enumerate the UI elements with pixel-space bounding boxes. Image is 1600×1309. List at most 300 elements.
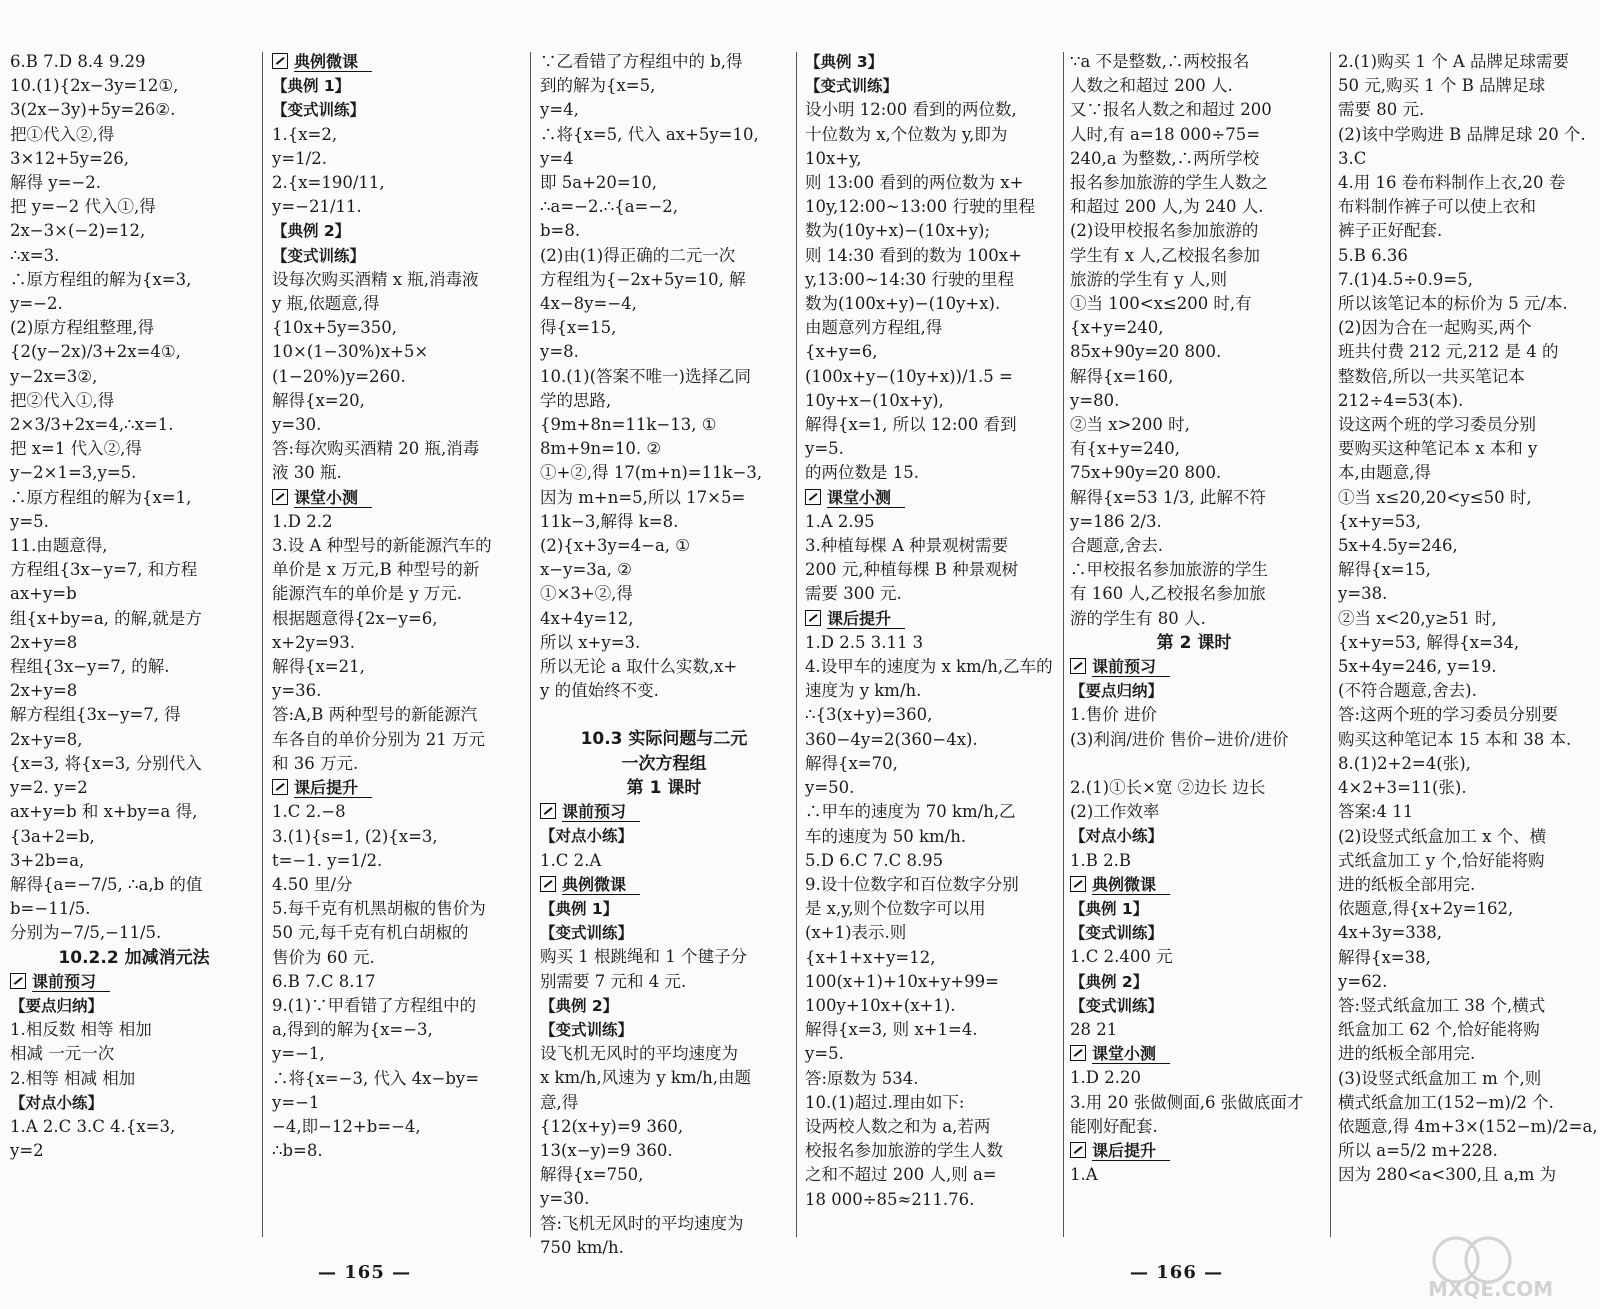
answer-line: 9.(1)∵甲看错了方程组中的 bbox=[272, 995, 477, 1015]
answer-line: ∴x=3. bbox=[10, 245, 60, 265]
answer-line: 5.D 6.C 7.C 8.95 bbox=[805, 850, 944, 870]
answer-line: 所以该笔记本的标价为 5 元/本. bbox=[1338, 294, 1568, 314]
answer-line: 10×(1−30%)x+5× bbox=[272, 342, 429, 362]
section-heading bbox=[1070, 1042, 1318, 1066]
answer-line: y=50. bbox=[805, 778, 855, 798]
answer-line: 之和不超过 200 人,则 a= bbox=[805, 1165, 997, 1185]
answer-line: y=−2. bbox=[10, 294, 63, 314]
answer-line: (不符合题意,舍去). bbox=[1338, 681, 1477, 701]
answer-line: ①+②,得 17(m+n)=11k−3, bbox=[540, 463, 763, 483]
answer-line: 要购买这种笔记本 x 本和 y bbox=[1338, 439, 1538, 459]
answer-line: y=38. bbox=[1338, 584, 1388, 604]
answer-line: 18 000÷85≈211.76. bbox=[805, 1189, 975, 1209]
answer-line: 10y,12:00~13:00 行驶的里程 bbox=[805, 197, 1036, 217]
answer-line: y=4 bbox=[540, 148, 574, 168]
answer-line: 把 y=−2 代入①,得 bbox=[10, 197, 156, 217]
answer-line: 校报名参加旅游的学生人数 bbox=[805, 1141, 1003, 1161]
column-divider bbox=[530, 52, 531, 1237]
answer-line: 方程组{3x−y=7, 和方程 bbox=[10, 560, 198, 580]
answer-line: y=80. bbox=[1070, 390, 1120, 410]
bracket-tag: 【变式训练】 bbox=[1070, 996, 1164, 1015]
answer-line: b=−11/5. bbox=[10, 899, 91, 919]
answer-line: ax+y=b 和 x+by=a 得, bbox=[10, 802, 198, 822]
answer-line: ∴a=−2.∴{a=−2, bbox=[540, 197, 678, 217]
bracket-tag: 【典例 3】 bbox=[805, 53, 884, 71]
answer-line: y−2×1=3,y=5. bbox=[10, 463, 137, 483]
answer-line: 10.(1)(答案不唯一)选择乙同 bbox=[540, 366, 751, 386]
answer-line: {9m+8n=11k−13, ① bbox=[540, 415, 717, 435]
answer-line: 到的解为{x=5, bbox=[540, 76, 656, 96]
answer-line: 整数倍,所以一共买笔记本 bbox=[1338, 366, 1525, 386]
answer-line: 240,a 为整数,∴两所学校 bbox=[1070, 148, 1260, 168]
bracket-tag: 【对点小练】 bbox=[10, 1093, 104, 1112]
answer-line: 5.每千克有机黑胡椒的售价为 bbox=[272, 899, 486, 919]
answer-line: 旅游的学生有 y 人,则 bbox=[1070, 269, 1228, 289]
answer-line: 360−4y=2(360−4x). bbox=[805, 729, 978, 749]
answer-line: {x=3, 将{x=3, 分别代入 bbox=[10, 753, 202, 773]
answer-line: 得{x=15, bbox=[540, 318, 617, 338]
answer-line: 7.(1)4.5÷0.9=5, bbox=[1338, 269, 1473, 289]
answer-line: 设每次购买酒精 x 瓶,消毒液 bbox=[272, 269, 479, 289]
answer-line: 1.D 2.20 bbox=[1070, 1068, 1141, 1088]
answer-line: 9.设十位数字和百位数字分别 bbox=[805, 874, 1019, 894]
answer-line: y=4, bbox=[540, 100, 579, 120]
answer-line: 所以 a=5/2 m+228. bbox=[1338, 1141, 1498, 1161]
section-heading bbox=[1070, 1139, 1318, 1163]
answer-line: 布料制作裤子可以使上衣和 bbox=[1338, 197, 1536, 217]
lesson-title: 10.3 实际问题与二元 bbox=[580, 729, 748, 750]
section-heading-text: 课堂小测 bbox=[294, 488, 372, 508]
bracket-tag: 【变式训练】 bbox=[272, 101, 366, 120]
answer-line: 50 元,购买 1 个 B 品牌足球 bbox=[1338, 76, 1546, 96]
answer-line: 把②代入①,得 bbox=[10, 390, 115, 410]
answer-line: 设两校人数之和为 a,若两 bbox=[805, 1116, 991, 1136]
answer-line: 1.{x=2, bbox=[272, 124, 338, 144]
column-divider bbox=[262, 52, 263, 1237]
section-marker-icon bbox=[805, 610, 821, 626]
answer-line: 2.(1)购买 1 个 A 品牌足球需要 bbox=[1338, 52, 1570, 71]
answer-line: 5.B 6.36 bbox=[1338, 245, 1408, 265]
answer-line: 数为(100x+y)−(10y+x). bbox=[805, 294, 1001, 314]
answer-line: 解得{x=160, bbox=[1070, 366, 1174, 386]
answer-line: 纸盒加工 62 个,恰好能将购 bbox=[1338, 1020, 1540, 1040]
answer-line: 有 160 人,乙校报名参加旅 bbox=[1070, 584, 1266, 604]
answer-line: 组{x+by=a, 的解,就是方 bbox=[10, 608, 202, 628]
answer-line: (3)设竖式纸盒加工 m 个,则 bbox=[1338, 1068, 1542, 1088]
answer-line: 式纸盒加工 y 个,恰好能将购 bbox=[1338, 850, 1545, 870]
answer-line: 报名参加旅游的学生人数之 bbox=[1070, 173, 1268, 193]
answer-line: (x+1)表示.则 bbox=[805, 923, 907, 943]
answer-line: 液 30 瓶. bbox=[272, 463, 342, 483]
answer-line: 需要 80 元. bbox=[1338, 100, 1425, 120]
section-heading bbox=[1070, 655, 1318, 679]
answer-line: ①当 100<x≤200 时,有 bbox=[1070, 294, 1252, 314]
answer-line: 5x+4y=246, y=19. bbox=[1338, 657, 1497, 677]
section-marker-icon bbox=[540, 803, 556, 819]
answer-line: y=−21/11. bbox=[272, 197, 362, 217]
answer-line: 10.(1)超过.理由如下: bbox=[805, 1092, 965, 1112]
bracket-tag: 【典例 1】 bbox=[1070, 899, 1149, 918]
answer-line: (2)因为合在一起购买,两个 bbox=[1338, 318, 1532, 338]
page-number-left: — 165 — bbox=[318, 1262, 412, 1283]
answer-line: 解得{x=70, bbox=[805, 753, 898, 773]
answer-line: (100x+y−(10y+x))/1.5 = bbox=[805, 366, 1013, 386]
answer-line: 相减 一元一次 bbox=[10, 1044, 115, 1064]
answer-column-2 bbox=[272, 50, 522, 1240]
answer-line: 合题意,舍去. bbox=[1070, 536, 1163, 556]
answer-line: 13(x−y)=9 360. bbox=[540, 1140, 673, 1160]
answer-line: y−2x=3②, bbox=[10, 366, 98, 386]
answer-line: {x+y=53, 解得{x=34, bbox=[1338, 632, 1520, 652]
answer-line bbox=[540, 703, 788, 727]
answer-line: 的两位数是 15. bbox=[805, 463, 919, 483]
answer-line: 车的速度为 50 km/h. bbox=[805, 826, 967, 846]
answer-line: 10y+x−(10x+y), bbox=[805, 390, 944, 410]
bracket-tag: 【典例 1】 bbox=[540, 899, 619, 918]
section-marker-icon bbox=[805, 489, 821, 505]
section-heading-text: 课前预习 bbox=[32, 972, 110, 992]
answer-line: y=1/2. bbox=[272, 148, 327, 168]
bracket-tag: 【变式训练】 bbox=[805, 77, 899, 96]
answer-line: 有{x+y=240, bbox=[1070, 439, 1181, 459]
answer-line: ∵a 不是整数,∴两校报名 bbox=[1070, 52, 1250, 71]
answer-line: 3×12+5y=26, bbox=[10, 148, 130, 168]
answer-line: 游的学生有 80 人. bbox=[1070, 608, 1206, 628]
bracket-tag: 【对点小练】 bbox=[1070, 827, 1164, 846]
answer-line: 212÷4=53(本). bbox=[1338, 390, 1464, 410]
answer-line: (2){x+3y=4−a, ① bbox=[540, 536, 691, 556]
answer-line: 单价是 x 万元,B 种型号的新 bbox=[272, 560, 480, 580]
answer-line: 所以无论 a 取什么实数,x+ bbox=[540, 657, 738, 677]
answer-line: ②当 x>200 时, bbox=[1070, 415, 1190, 435]
answer-line: 85x+90y=20 800. bbox=[1070, 342, 1222, 362]
answer-line: 1.B 2.B bbox=[1070, 850, 1131, 870]
answer-line: ax+y=b bbox=[10, 584, 77, 604]
section-marker-icon bbox=[272, 489, 288, 505]
answer-line: (2)设甲校报名参加旅游的 bbox=[1070, 221, 1259, 241]
answer-line: (2)设竖式纸盒加工 x 个、横 bbox=[1338, 826, 1547, 846]
answer-line: 4x+3y=338, bbox=[1338, 923, 1443, 943]
answer-line: x+2y=93. bbox=[272, 632, 356, 652]
answer-line: 3.设 A 种型号的新能源汽车的 bbox=[272, 536, 492, 556]
answer-line: 方程组为{−2x+5y=10, 解 bbox=[540, 269, 746, 289]
section-marker-icon bbox=[1070, 1045, 1086, 1061]
answer-line: y=8. bbox=[540, 342, 579, 362]
answer-line: 28 21 bbox=[1070, 1019, 1118, 1039]
answer-line: 答:A,B 两种型号的新能源汽 bbox=[272, 705, 478, 725]
section-heading bbox=[805, 607, 1059, 631]
answer-line: 11k−3,解得 k=8. bbox=[540, 511, 679, 531]
section-marker-icon bbox=[1070, 658, 1086, 674]
answer-line: 4×2+3=11(张). bbox=[1338, 778, 1467, 798]
answer-line: ∴b=8. bbox=[272, 1141, 323, 1161]
answer-line: 解得{x=20, bbox=[272, 390, 365, 410]
answer-line: y=5. bbox=[805, 439, 844, 459]
answer-line: 4x+4y=12, bbox=[540, 608, 634, 628]
answer-line: t=−1. y=1/2. bbox=[272, 850, 383, 870]
answer-line: 1.A bbox=[1070, 1165, 1098, 1185]
answer-line: 1.A 2.C 3.C 4.{x=3, bbox=[10, 1116, 176, 1136]
answer-line: 8.(1)2+2=4(张), bbox=[1338, 753, 1471, 773]
answer-line: (2)该中学购进 B 品牌足球 20 个. bbox=[1338, 124, 1586, 144]
answer-line: 根据题意得{2x−y=6, bbox=[272, 608, 438, 628]
answer-line: 答案:4 11 bbox=[1338, 802, 1414, 822]
answer-line: 和超过 200 人,为 240 人. bbox=[1070, 197, 1264, 217]
answer-line: 6.B 7.D 8.4 9.29 bbox=[10, 52, 146, 71]
answer-line: 车各自的单价分别为 21 万元 bbox=[272, 729, 485, 749]
answer-line: ①×3+②,得 bbox=[540, 584, 633, 604]
answer-line: y=62. bbox=[1338, 971, 1388, 991]
answer-line: 则 14:30 看到的数为 100x+ bbox=[805, 245, 1022, 265]
answer-line: 解得{x=1, 所以 12:00 看到 bbox=[805, 415, 1017, 435]
answer-line: 进的纸板全部用完. bbox=[1338, 1044, 1476, 1064]
section-heading-text: 课堂小测 bbox=[1092, 1044, 1170, 1064]
answer-column-6 bbox=[1338, 50, 1596, 1240]
answer-line: y,13:00~14:30 行驶的里程 bbox=[805, 269, 1015, 289]
section-heading bbox=[272, 50, 522, 74]
answer-line: 依题意,得 4m+3×(152−m)/2=a, bbox=[1338, 1116, 1598, 1136]
answer-line: {x+y=240, bbox=[1070, 318, 1164, 338]
answer-column-1 bbox=[10, 50, 258, 1240]
watermark-logo bbox=[1416, 1232, 1596, 1302]
section-marker-icon bbox=[1070, 876, 1086, 892]
answer-line: ∴甲校报名参加旅游的学生 bbox=[1070, 560, 1268, 580]
answer-line: y=5. bbox=[10, 511, 49, 531]
bracket-tag: 【典例 2】 bbox=[272, 222, 351, 241]
answer-line: 是 x,y,则个位数字可以用 bbox=[805, 899, 986, 919]
answer-line: 200 元,种植每棵 B 种景观树 bbox=[805, 560, 1019, 580]
answer-line: 11.由题意得, bbox=[10, 536, 108, 556]
answer-line: 解得{x=3, 则 x+1=4. bbox=[805, 1020, 978, 1040]
answer-line: 本,由题意,得 bbox=[1338, 463, 1431, 483]
answer-line: 购买这种笔记本 15 本和 38 本. bbox=[1338, 729, 1572, 749]
answer-line: ∵乙看错了方程组中的 b,得 bbox=[540, 52, 743, 71]
answer-line: 裤子正好配套. bbox=[1338, 221, 1443, 241]
section-heading bbox=[540, 800, 788, 824]
answer-line: 能源汽车的单价是 y 万元. bbox=[272, 584, 463, 604]
section-heading-text: 课前预习 bbox=[1092, 657, 1170, 677]
answer-line: 和 36 万元. bbox=[272, 753, 359, 773]
lesson-title: 第 1 课时 bbox=[626, 777, 702, 798]
answer-line: y=−1 bbox=[272, 1092, 320, 1112]
answer-line: (2)由(1)得正确的二元一次 bbox=[540, 245, 736, 265]
answer-line: 1.相反数 相等 相加 bbox=[10, 1020, 152, 1040]
answer-line: 1.售价 进价 bbox=[1070, 705, 1157, 725]
answer-line: x km/h,风速为 y km/h,由题 bbox=[540, 1068, 752, 1088]
answer-line: 2.{x=190/11, bbox=[272, 173, 385, 193]
answer-line: 班共付费 212 元,212 是 4 的 bbox=[1338, 342, 1559, 362]
column-divider bbox=[796, 52, 797, 1237]
section-heading-text: 典例微课 bbox=[294, 52, 372, 72]
answer-line: {10x+5y=350, bbox=[272, 318, 398, 338]
answer-line: y=186 2/3. bbox=[1070, 511, 1162, 531]
answer-line: 解得{x=15, bbox=[1338, 560, 1431, 580]
answer-line: 学生有 x 人,乙校报名参加 bbox=[1070, 245, 1261, 265]
answer-line: {3a+2=b, bbox=[10, 826, 95, 846]
answer-line: 100y+10x+(x+1). bbox=[805, 995, 956, 1015]
answer-line: 答:竖式纸盒加工 38 个,横式 bbox=[1338, 995, 1546, 1015]
answer-line: 答:飞机无风时的平均速度为 bbox=[540, 1213, 744, 1233]
answer-line: 购买 1 根跳绳和 1 个毽子分 bbox=[540, 947, 747, 967]
section-marker-icon bbox=[272, 53, 288, 69]
answer-column-4 bbox=[805, 50, 1059, 1240]
answer-line: 把 x=1 代入②,得 bbox=[10, 439, 142, 459]
answer-line: y 的值始终不变. bbox=[540, 681, 659, 701]
answer-line: 3+2b=a, bbox=[10, 850, 85, 870]
answer-line: 十位数为 x,个位数为 y,即为 bbox=[805, 124, 1008, 144]
answer-line: 2.(1)①长×宽 ②边长 边长 bbox=[1070, 777, 1266, 797]
answer-line: 学的思路, bbox=[540, 390, 612, 410]
answer-line: 人时,有 a=18 000÷75= bbox=[1070, 124, 1261, 144]
answer-line: 意,得 bbox=[540, 1092, 579, 1112]
section-heading bbox=[540, 873, 788, 897]
answer-line: 4x−8y=−4, bbox=[540, 294, 637, 314]
answer-line bbox=[1070, 752, 1318, 776]
answer-line: 1.D 2.2 bbox=[272, 511, 333, 531]
answer-line: 2x+y=8 bbox=[10, 632, 78, 652]
bracket-tag: 【变式训练】 bbox=[540, 1020, 634, 1039]
answer-line: 2x+y=8 bbox=[10, 681, 78, 701]
answer-line: 10.(1){2x−3y=12①, bbox=[10, 76, 179, 96]
answer-line: x−y=3a, ② bbox=[540, 560, 632, 580]
bracket-tag: 【变式训练】 bbox=[1070, 924, 1164, 943]
answer-line: {x+y=53, bbox=[1338, 511, 1422, 531]
answer-column-5 bbox=[1070, 50, 1318, 1240]
answer-line: 解得 y=−2. bbox=[10, 173, 101, 193]
watermark-text: MXQE.COM bbox=[1428, 1277, 1554, 1301]
answer-line: a,得到的解为{x=−3, bbox=[272, 1020, 433, 1040]
answer-line: 由题意列方程组,得 bbox=[805, 318, 943, 338]
answer-line: 把①代入②,得 bbox=[10, 124, 115, 144]
answer-line: ∴原方程组的解为{x=3, bbox=[10, 269, 192, 289]
answer-line: 3.C bbox=[1338, 148, 1367, 168]
answer-line: 人数之和超过 200 人. bbox=[1070, 76, 1233, 96]
answer-line: 进的纸板全部用完. bbox=[1338, 874, 1476, 894]
answer-line: 解方程组{3x−y=7, 得 bbox=[10, 705, 181, 725]
answer-line: 3.(1){s=1, (2){x=3, bbox=[272, 826, 438, 846]
answer-line: ∴{3(x+y)=360, bbox=[805, 705, 933, 725]
answer-line: 售价为 60 元. bbox=[272, 947, 375, 967]
answer-line: y=30. bbox=[272, 415, 322, 435]
answer-line: 75x+90y=20 800. bbox=[1070, 463, 1222, 483]
section-marker-icon bbox=[540, 876, 556, 892]
bracket-tag: 【对点小练】 bbox=[540, 827, 634, 846]
answer-line: 4.用 16 卷布料制作上衣,20 卷 bbox=[1338, 173, 1566, 193]
answer-line: −4,即−12+b=−4, bbox=[272, 1116, 421, 1136]
section-marker-icon bbox=[272, 779, 288, 795]
answer-line: 解得{x=750, bbox=[540, 1165, 644, 1185]
answer-line: 1.C 2.A bbox=[540, 850, 602, 870]
answer-line: (1−20%)y=260. bbox=[272, 366, 406, 386]
answer-line: 答:每次购买酒精 20 瓶,消毒 bbox=[272, 439, 480, 459]
answer-line: 750 km/h. bbox=[540, 1237, 624, 1257]
answer-line: 50 元,每千克有机白胡椒的 bbox=[272, 923, 469, 943]
answer-line: 依题意,得{x+2y=162, bbox=[1338, 899, 1514, 919]
answer-line: 设这两个班的学习委员分别 bbox=[1338, 415, 1536, 435]
answer-line: 横式纸盒加工(152−m)/2 个. bbox=[1338, 1092, 1554, 1112]
answer-line: 答:这两个班的学习委员分别要 bbox=[1338, 705, 1559, 725]
answer-line: y=2. y=2 bbox=[10, 778, 88, 798]
answer-line: 分别为−7/5,−11/5. bbox=[10, 923, 162, 943]
answer-line: y=5. bbox=[805, 1044, 844, 1064]
answer-line: y=−1, bbox=[272, 1044, 325, 1064]
answer-line: (2)工作效率 bbox=[1070, 802, 1160, 822]
section-heading-text: 课堂小测 bbox=[827, 488, 905, 508]
bracket-tag: 【变式训练】 bbox=[272, 246, 366, 265]
answer-line: {x+y=6, bbox=[805, 342, 878, 362]
answer-line: y 瓶,依题意,得 bbox=[272, 294, 380, 314]
answer-line: {x+1+x+y=12, bbox=[805, 947, 936, 967]
answer-line: 1.C 2.400 元 bbox=[1070, 947, 1173, 967]
answer-line: 因为 280<a<300,且 a,m 为 bbox=[1338, 1165, 1557, 1185]
answer-line: 速度为 y km/h. bbox=[805, 681, 922, 701]
answer-line: 解得{a=−7/5, ∴a,b 的值 bbox=[10, 874, 203, 894]
column-divider bbox=[1063, 52, 1064, 1237]
page-number-right: — 166 — bbox=[1130, 1262, 1224, 1283]
answer-line: b=8. bbox=[540, 221, 581, 241]
answer-line: y=36. bbox=[272, 681, 322, 701]
section-heading-text: 典例微课 bbox=[1092, 875, 1170, 895]
answer-line: 2x−3×(−2)=12, bbox=[10, 221, 146, 241]
answer-line: 4.设甲车的速度为 x km/h,乙车的 bbox=[805, 657, 1053, 677]
section-heading-text: 课后提升 bbox=[1092, 1141, 1170, 1161]
answer-line: 解得{x=38, bbox=[1338, 947, 1431, 967]
section-heading-text: 典例微课 bbox=[562, 875, 640, 895]
answer-line: 1.D 2.5 3.11 3 bbox=[805, 632, 924, 652]
answer-line: 3(2x−3y)+5y=26②. bbox=[10, 100, 176, 120]
answer-line: 设小明 12:00 看到的两位数, bbox=[805, 100, 1017, 120]
answer-line: 3.用 20 张做侧面,6 张做底面才 bbox=[1070, 1092, 1304, 1112]
lesson-title: 第 2 课时 bbox=[1156, 632, 1232, 653]
answer-line: ∴原方程组的解为{x=1, bbox=[10, 487, 192, 507]
answer-line: 5x+4.5y=246, bbox=[1338, 536, 1458, 556]
answer-line: 1.A 2.95 bbox=[805, 511, 875, 531]
bracket-tag: 【变式训练】 bbox=[540, 924, 634, 943]
answer-line: 需要 300 元. bbox=[805, 584, 902, 604]
section-marker-icon bbox=[1070, 1142, 1086, 1158]
bracket-tag: 【要点归纳】 bbox=[1070, 682, 1164, 701]
answer-line: 2x+y=8, bbox=[10, 729, 83, 749]
column-divider bbox=[1330, 52, 1331, 1237]
answer-line: 3.种植每棵 A 种景观树需要 bbox=[805, 536, 1009, 556]
section-heading bbox=[1070, 873, 1318, 897]
answer-line: y=30. bbox=[540, 1189, 590, 1209]
answer-line: 4.50 里/分 bbox=[272, 874, 353, 894]
answer-line: 程组{3x−y=7, 的解. bbox=[10, 657, 170, 677]
answer-line: 又∵报名人数之和超过 200 bbox=[1070, 100, 1272, 120]
answer-line: 2.相等 相减 相加 bbox=[10, 1068, 136, 1088]
section-heading bbox=[805, 486, 1059, 510]
bracket-tag: 【典例 2】 bbox=[1070, 972, 1149, 991]
section-heading bbox=[272, 776, 522, 800]
answer-line: 2×3/3+2x=4,∴x=1. bbox=[10, 415, 174, 435]
answer-line: y=2 bbox=[10, 1141, 44, 1161]
answer-line: (3)利润/进价 售价−进价/进价 bbox=[1070, 729, 1289, 749]
answer-line: 解得{x=53 1/3, 此解不符 bbox=[1070, 487, 1266, 507]
answer-line: 能刚好配套. bbox=[1070, 1116, 1158, 1136]
section-heading bbox=[10, 970, 258, 994]
answer-line: 所以 x+y=3. bbox=[540, 632, 641, 652]
answer-line: ∴将{x=−3, 代入 4x−by= bbox=[272, 1068, 480, 1088]
lesson-title: 10.2.2 加减消元法 bbox=[58, 947, 210, 968]
answer-line: 设飞机无风时的平均速度为 bbox=[540, 1044, 738, 1064]
answer-column-3 bbox=[540, 50, 788, 1257]
answer-line: (2)原方程组整理,得 bbox=[10, 318, 155, 338]
answer-line: 别需要 7 元和 4 元. bbox=[540, 971, 687, 991]
section-heading bbox=[272, 486, 522, 510]
answer-line: 因为 m+n=5,所以 17×5= bbox=[540, 487, 746, 507]
answer-line: ∴甲车的速度为 70 km/h,乙 bbox=[805, 802, 1016, 822]
